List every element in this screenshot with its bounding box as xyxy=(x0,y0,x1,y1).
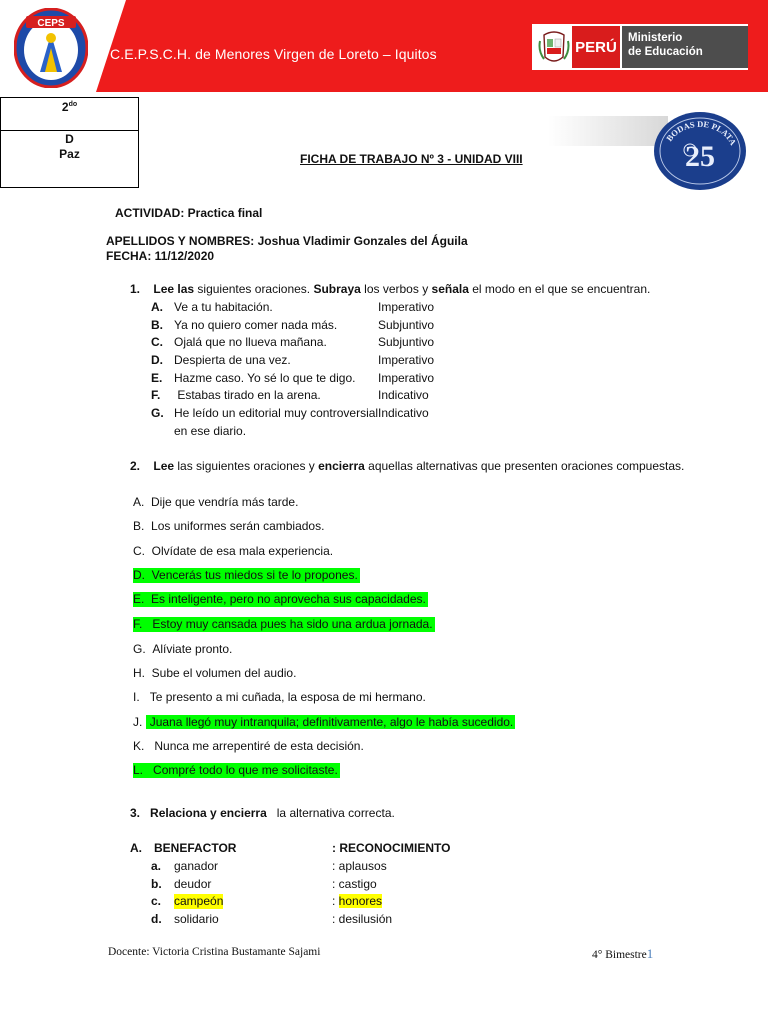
q1-item-letter: G. xyxy=(151,406,164,420)
q3-item-letter: b. xyxy=(151,877,162,891)
q2-item-letter: H. xyxy=(133,666,145,680)
q2-item-letter: B. xyxy=(133,519,145,533)
q2-item-text: Es inteligente, pero no aprovecha sus capacidades. xyxy=(151,592,426,606)
gray-fade-bar xyxy=(548,116,668,146)
q1-item-text: Ya no quiero comer nada más. xyxy=(174,318,338,332)
list-item-highlighted xyxy=(133,763,340,778)
q1-item-text: He leído un editorial muy controversial xyxy=(174,406,379,420)
q2-item-letter: D. xyxy=(133,568,145,582)
q2-keyword-read: Lee xyxy=(153,459,175,473)
q2-item-letter: F. xyxy=(133,617,143,631)
list-item xyxy=(133,666,296,681)
q1-item-mode: Imperativo xyxy=(378,353,435,367)
list-item xyxy=(151,371,162,386)
peru-label: PERÚ xyxy=(572,26,620,68)
q1-text-2: los verbos y xyxy=(360,282,432,296)
name-short-value: Paz xyxy=(59,147,80,161)
q3-item-letter: c. xyxy=(151,894,162,908)
q2-item-letter: J. xyxy=(133,715,143,729)
q2-text-1: las siguientes oraciones y xyxy=(174,459,319,473)
q1-item-letter: C. xyxy=(151,335,163,349)
q2-item-letter: E. xyxy=(133,592,145,606)
q1-item-letter: E. xyxy=(151,371,163,385)
q3-pair-left: BENEFACTOR xyxy=(154,841,237,855)
q3-keyword: Relaciona y encierra xyxy=(150,806,267,820)
ceps-logo-letters: CEPS xyxy=(37,18,65,29)
q1-item-mode: Imperativo xyxy=(378,371,435,385)
q3-item-right: : aplausos xyxy=(332,859,387,873)
list-item xyxy=(151,318,163,333)
q2-number: 2. xyxy=(130,459,141,473)
list-item xyxy=(133,519,324,534)
q3-instruction xyxy=(130,806,395,821)
grade-value xyxy=(0,100,139,114)
q1-item-mode: Indicativo xyxy=(378,388,429,402)
q1-keyword-read: Lee las xyxy=(153,282,195,296)
q2-item-letter: C. xyxy=(133,544,145,558)
q2-keyword-circle: encierra xyxy=(318,459,365,473)
q1-item-mode: Subjuntivo xyxy=(378,335,435,349)
grade-suffix: do xyxy=(68,101,78,108)
anniversary-number: 25 xyxy=(685,140,715,173)
q2-text-2: aquellas alternativas que presenten oraciones compuestas. xyxy=(364,459,685,473)
q3-item-left: solidario xyxy=(174,912,219,926)
q1-item-letter: D. xyxy=(151,353,163,367)
q1-item-letter: F. xyxy=(151,388,161,402)
q1-item-text: Ve a tu habitación. xyxy=(174,300,273,314)
ceps-logo-icon xyxy=(14,8,88,88)
list-item xyxy=(151,335,163,350)
q2-item-text-highlighted: Juana llegó muy intranquila; definitivamente, algo le había sucedido. xyxy=(146,715,516,729)
q1-instruction xyxy=(130,282,650,297)
q2-item-letter: A. xyxy=(133,495,145,509)
ministry-line2: de Educación xyxy=(628,46,703,58)
q2-item-text: Compré todo lo que me solicitaste. xyxy=(153,763,338,777)
list-item xyxy=(151,300,163,315)
q2-instruction xyxy=(130,459,684,474)
q2-item-text: Alíviate pronto. xyxy=(152,642,233,656)
list-item xyxy=(133,642,232,657)
student-name: APELLIDOS Y NOMBRES: Joshua Vladimir Gonzales del Águila xyxy=(106,234,468,248)
list-item xyxy=(151,388,160,403)
q1-item-text: Ojalá que no llueva mañana. xyxy=(174,335,327,349)
list-item-highlighted xyxy=(133,568,360,583)
q3-item-right-answer: honores xyxy=(338,894,383,908)
anniversary-logo-icon xyxy=(652,110,748,192)
q1-keyword-underline: Subraya xyxy=(313,282,361,296)
school-name: C.E.P.S.C.H. de Menores Virgen de Loreto – Iquitos xyxy=(110,46,437,62)
date-label: FECHA: 11/12/2020 xyxy=(106,249,215,263)
q2-item-letter: K. xyxy=(133,739,145,753)
q1-item-text: Estabas tirado en la arena. xyxy=(174,388,321,402)
q2-item-text: Estoy muy cansada pues ha sido una ardua jornada. xyxy=(152,617,433,631)
list-item xyxy=(133,690,426,705)
q1-item-text: Hazme caso. Yo sé lo que te digo. xyxy=(174,371,356,385)
q2-item-letter: I. xyxy=(133,690,140,704)
q2-item-letter: L. xyxy=(133,763,144,777)
q2-item-text: Sube el volumen del audio. xyxy=(151,666,297,680)
q3-item-left: ganador xyxy=(174,859,219,873)
section-value: D xyxy=(65,132,74,146)
q3-text-1: la alternativa correcta. xyxy=(266,806,395,820)
footer-term xyxy=(592,946,653,962)
q2-item-text: Vencerás tus miedos si te lo propones. xyxy=(151,568,358,582)
info-box-divider xyxy=(0,130,139,131)
q1-item-mode: Subjuntivo xyxy=(378,318,435,332)
list-item xyxy=(133,495,298,510)
ministry-label xyxy=(622,26,748,68)
list-item xyxy=(151,353,163,368)
q1-item-letter: B. xyxy=(151,318,163,332)
q1-text-1: siguientes oraciones. xyxy=(194,282,314,296)
q3-item-right-highlighted xyxy=(332,894,382,909)
q2-item-text: Te presento a mi cuñada, la esposa de mi hermano. xyxy=(149,690,426,704)
anniversary-arc-text: BODAS DE PLATA xyxy=(664,118,739,147)
sheet-title: FICHA DE TRABAJO Nº 3 - UNIDAD VIII xyxy=(300,152,523,166)
list-item xyxy=(151,406,164,421)
list-item-highlighted xyxy=(133,592,428,607)
q1-item-letter: A. xyxy=(151,300,163,314)
q2-item-text: Olvídate de esa mala experiencia. xyxy=(151,544,334,558)
q3-item-right: : castigo xyxy=(332,877,377,891)
section-cell xyxy=(0,132,139,162)
q3-item-left: deudor xyxy=(174,877,212,891)
list-item xyxy=(133,739,364,754)
ministry-line1: Ministerio xyxy=(628,32,683,44)
q3-number: 3. xyxy=(130,806,141,820)
q1-item-mode: Imperativo xyxy=(378,300,435,314)
q3-pair-letter: A. xyxy=(130,841,142,855)
q3-item-right: : desilusión xyxy=(332,912,393,926)
q3-item-right-prefix: : xyxy=(332,894,339,908)
footer-teacher: Docente: Victoria Cristina Bustamante Sajami xyxy=(108,946,321,958)
page-number: 1 xyxy=(646,946,654,961)
activity-label: ACTIVIDAD: Practica final xyxy=(115,206,263,220)
peru-shield-icon xyxy=(538,27,570,67)
list-item xyxy=(133,544,333,559)
q2-item-text: Dije que vendría más tarde. xyxy=(151,495,299,509)
q1-item-text: Despierta de una vez. xyxy=(174,353,291,367)
q3-item-left-highlighted: campeón xyxy=(174,894,224,908)
q2-item-text: Nunca me arrepentiré de esta decisión. xyxy=(154,739,364,753)
q1-keyword-mark: señala xyxy=(431,282,469,296)
q2-item-text: Los uniformes serán cambiados. xyxy=(151,519,325,533)
q2-item-letter: G. xyxy=(133,642,146,656)
footer-term-label: 4° Bimestre xyxy=(592,949,647,961)
list-item-highlighted xyxy=(133,617,435,632)
q1-text-3: el modo en el que se encuentran. xyxy=(468,282,651,296)
grade-number: 2 xyxy=(61,100,69,114)
q3-pair-right: : RECONOCIMIENTO xyxy=(332,841,451,855)
q1-item-mode: Indicativo xyxy=(378,406,429,420)
q3-item-letter: d. xyxy=(151,912,162,926)
q3-item-letter: a. xyxy=(151,859,162,873)
q1-number: 1. xyxy=(130,282,141,296)
list-item xyxy=(133,715,515,730)
q1-item-text-cont: en ese diario. xyxy=(174,424,247,438)
